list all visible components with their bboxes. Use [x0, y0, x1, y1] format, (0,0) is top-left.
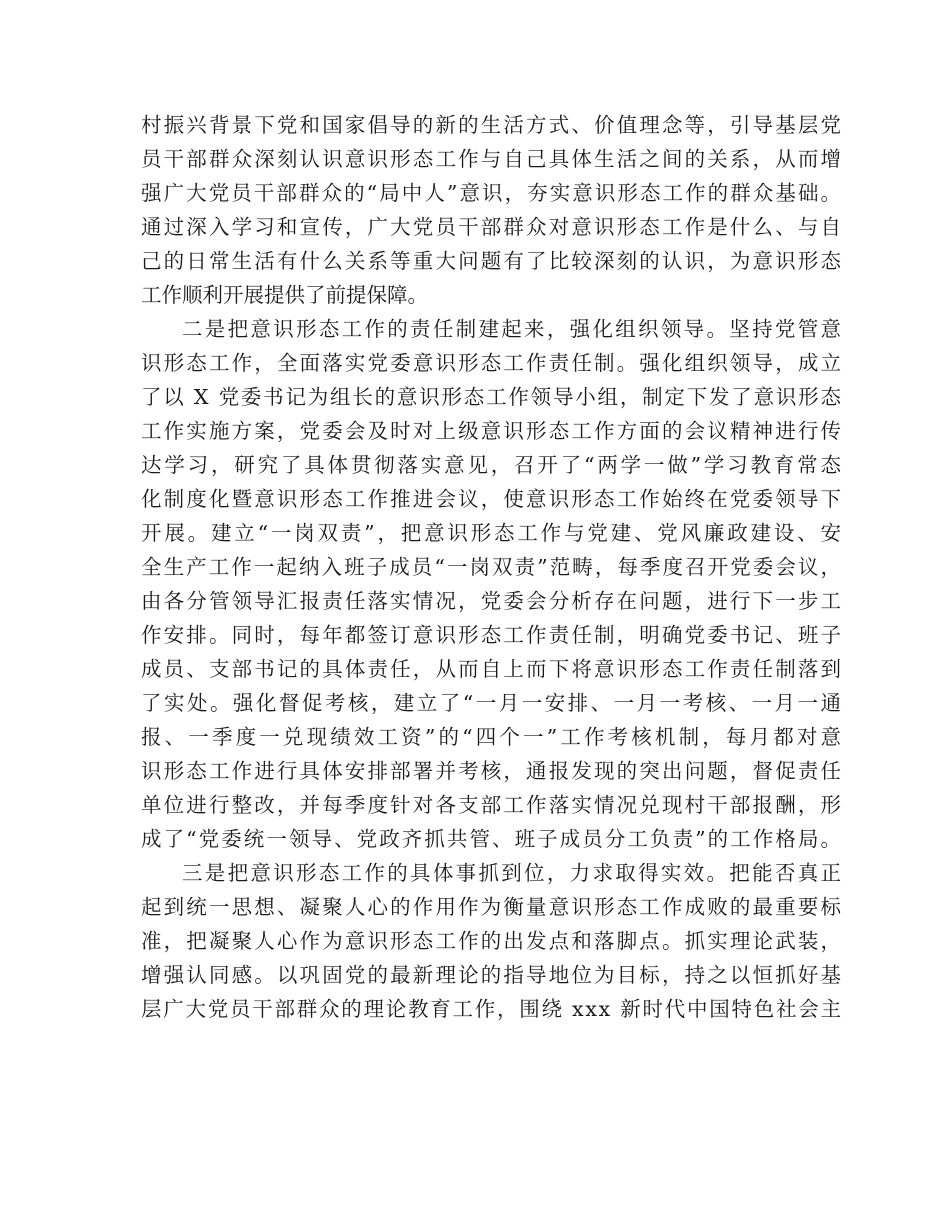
text-line: 了实处。强化督促考核，建立了“一月一安排、一月一考核、一月一通 — [141, 691, 844, 715]
text-line: 报、一季度一兑现绩效工资”的“四个一”工作考核机制，每月都对意 — [141, 725, 845, 749]
text-line: 作安排。同时，每年都签订意识形态工作责任制，明确党委书记、班子 — [141, 623, 844, 647]
text-line: 成员、支部书记的具体责任，从而自上而下将意识形态工作责任制落到 — [141, 657, 844, 681]
text-line: 村振兴背景下党和国家倡导的新的生活方式、价值理念等，引导基层党 — [141, 113, 844, 137]
text-line: 增强认同感。以巩固党的最新理论的指导地位为目标，持之以恒抓好基 — [141, 963, 844, 987]
text-line: 达学习，研究了具体贯彻落实意见，召开了“两学一做”学习教育常态 — [141, 453, 844, 477]
text-line: 全生产工作一起纳入班子成员“一岗双责”范畴，每季度召开党委会议， — [141, 555, 844, 579]
text-line: 开展。建立“一岗双责”，把意识形态工作与党建、党风廉政建设、安 — [141, 521, 844, 545]
text-line: 己的日常生活有什么关系等重大问题有了比较深刻的认识，为意识形态 — [141, 249, 844, 273]
text-line: 识形态工作进行具体安排部署并考核，通报发现的突出问题，督促责任 — [141, 759, 844, 783]
text-line: 化制度化暨意识形态工作推进会议，使意识形态工作始终在党委领导下 — [141, 487, 844, 511]
text-line: 强广大党员干部群众的“局中人”意识，夯实意识形态工作的群众基础。 — [141, 181, 844, 205]
text-line: 单位进行整改，并每季度针对各支部工作落实情况兑现村干部报酬，形 — [141, 793, 844, 817]
text-line: 起到统一思想、凝聚人心的作用作为衡量意识形态工作成败的最重要标 — [141, 895, 844, 919]
text-line: 识形态工作，全面落实党委意识形态工作责任制。强化组织领导，成立 — [141, 351, 844, 375]
text-line: 成了“党委统一领导、党政齐抓共管、班子成员分工负责”的工作格局。 — [141, 827, 844, 851]
paragraph-first-line: 二是把意识形态工作的责任制建起来，强化组织领导。坚持党管意 — [182, 317, 844, 341]
text-line: 了以 X 党委书记为组长的意识形态工作领导小组，制定下发了意识形态 — [141, 385, 843, 409]
text-line: 准，把凝聚人心作为意识形态工作的出发点和落脚点。抓实理论武装， — [141, 929, 844, 953]
text-line: 工作实施方案，党委会及时对上级意识形态工作方面的会议精神进行传 — [141, 419, 844, 443]
body-text — [141, 108, 845, 1026]
text-line: 工作顺利开展提供了前提保障。 — [141, 283, 428, 307]
text-line: 层广大党员干部群众的理论教育工作，围绕 xxx 新时代中国特色社会主 — [141, 997, 843, 1021]
text-line: 员干部群众深刻认识意识形态工作与自己具体生活之间的关系，从而增 — [141, 147, 844, 171]
text-line: 由各分管领导汇报责任落实情况，党委会分析存在问题，进行下一步工 — [141, 589, 844, 613]
text-line: 通过深入学习和宣传，广大党员干部群众对意识形态工作是什么、与自 — [141, 215, 844, 239]
paragraph-first-line: 三是把意识形态工作的具体事抓到位，力求取得实效。把能否真正 — [182, 861, 844, 885]
